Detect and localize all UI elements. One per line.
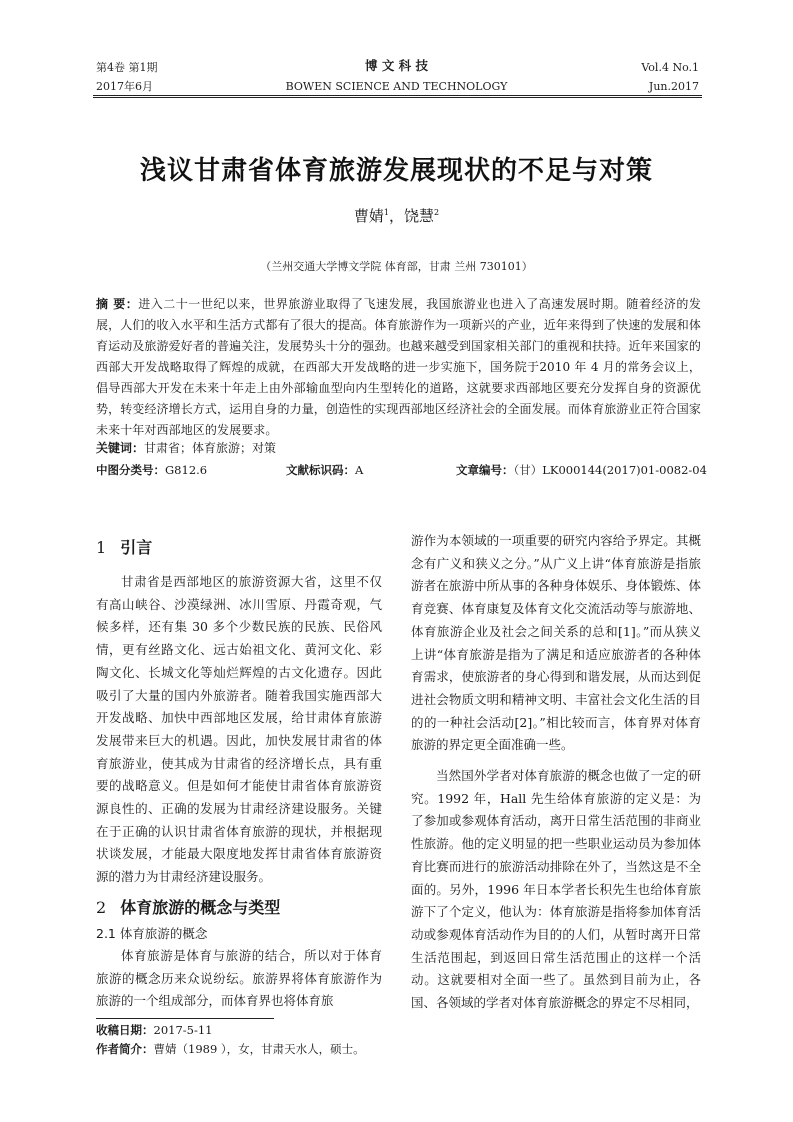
author-line bbox=[0, 205, 793, 226]
keywords-label: 关键词： bbox=[96, 441, 145, 455]
journal-date-english: Jun.2017 bbox=[648, 80, 699, 93]
author-affiliation-mark: 1 bbox=[383, 208, 389, 217]
section-number: 1 bbox=[96, 538, 107, 557]
received-date bbox=[96, 1021, 213, 1039]
abstract-text: 进入二十一世纪以来，世界旅游业取得了飞速发展，我国旅游业也进入了高速发展时期。随着经济的发展，人们的收入水平和生活方式都有了很大的提高。体育旅游作为一项新兴的产业，近年来得到了快速的发展和体育运动及旅游爱好者的普遍关注，发展势头十分的强劲。也越来越受到国家相关部门的重视和扶持。近年来国家的西部大开发战略取得了辉煌的成就，在西部大开发战略的进一步实施下，国务院于2010 年 4 月的常务会议上，倡导西部大开发在未来十年走上由外部输血型向内生型转化的道路，这就要求西部地区要充分发挥自身的资源优势，转变经济增长方式，运用自身的力量，创造性的实现西部地区经济社会的全面发展。而体育旅游业正符合国家未来十年对西部地区的发展要求。 bbox=[96, 297, 702, 437]
section-heading bbox=[96, 537, 382, 559]
author-name: 曹婧 bbox=[353, 207, 384, 225]
section-title: 体育旅游的概念与类型 bbox=[120, 897, 281, 917]
keywords bbox=[96, 440, 276, 456]
keywords-text: 甘肃省；体育旅游；对策 bbox=[144, 441, 277, 455]
affiliation: （兰州交通大学博文学院 体育部，甘肃 兰州 730101） bbox=[260, 260, 533, 273]
author-bio-label: 作者简介： bbox=[96, 1042, 154, 1056]
clc-label: 中图分类号： bbox=[96, 463, 165, 477]
author-name: 饶慧 bbox=[404, 207, 435, 225]
paragraph: 游作为本领域的一项重要的研究内容给予界定。其概念有广义和狭义之分。”从广义上讲“体育旅游是指旅游者在旅游中所从事的各种身体娱乐、身体锻炼、体育竞赛、体育康复及体育文化交流活动等与旅游地、体育旅游企业及社会之间关系的总和[1]。”而从狭义上讲“体育旅游是指为了满足和适应旅游者的各种体育需求，使旅游者的身心得到和谐发展，从而达到促进社会物质文明和精神文明、丰富社会文化生活的目的的一种社会活动[2]。”相比较而言，体育界对体育旅游的界定更全面准确一些。 bbox=[411, 533, 701, 753]
journal-date: 2017年6月 bbox=[96, 80, 153, 93]
document-code bbox=[286, 462, 363, 478]
journal-volume: 第4卷 第1期 bbox=[96, 61, 158, 74]
subsection-heading: 2.1 体育旅游的概念 bbox=[96, 925, 208, 941]
clc-number bbox=[96, 462, 207, 478]
author-separator: ， bbox=[388, 207, 404, 225]
article-number-value: （甘）LK000144(2017)01-0082-04 bbox=[513, 463, 707, 477]
section-title: 引言 bbox=[120, 538, 153, 557]
author-bio-value: 曹婧（1989 ），女，甘肃天水人，硕士。 bbox=[153, 1042, 365, 1056]
clc-value: G812.6 bbox=[165, 463, 208, 477]
received-label: 收稿日期： bbox=[96, 1023, 154, 1037]
document-code-value: A bbox=[355, 463, 364, 477]
paragraph: 体育旅游是体育与旅游的结合，所以对于体育旅游的概念历来众说纷纭。旅游界将体育旅游作为旅游的一个组成部分，而体育界也将体育旅 bbox=[96, 947, 382, 1009]
journal-volume-english: Vol.4 No.1 bbox=[641, 61, 699, 74]
received-value: 2017-5-11 bbox=[153, 1023, 213, 1037]
header-rule-2 bbox=[93, 97, 702, 98]
paragraph: 甘肃省是西部地区的旅游资源大省，这里不仅有高山峡谷、沙漠绿洲、冰川雪原、丹霞奇观，气候多样，还有集 30 多个少数民族的民族、民俗风情，更有丝路文化、远古始祖文化、黄河文化、彩陶文化、长城文化等灿烂辉煌的古文化遗存。因此吸引了大量的国内外旅游者。随着我国实施西部大开发战略、加快中西部地区发展，给甘肃体育旅游发展带来巨大的机遇。因此，加快发展甘肃省的体育旅游业，使其成为甘肃省的经济增长点，具有重要的战略意义。但是如何才能使甘肃省体育旅游资源良性的、正确的发展为甘肃经济建设服务。关键在于正确的认识甘肃省体育旅游的现状，并根据现状谈发展，才能最大限度地发挥甘肃省体育旅游资源的潜力为甘肃经济建设服务。 bbox=[96, 574, 382, 885]
journal-name-english: BOWEN SCIENCE AND TECHNOLOGY bbox=[285, 80, 508, 93]
article-number bbox=[456, 462, 707, 478]
section-number: 2 bbox=[96, 897, 107, 917]
left-column bbox=[96, 537, 382, 1013]
abstract-label: 摘 要： bbox=[96, 297, 139, 311]
header-rule bbox=[93, 95, 702, 96]
article-number-label: 文章编号： bbox=[456, 463, 514, 477]
document-code-label: 文献标识码： bbox=[286, 463, 355, 477]
journal-name: 博 文 科 技 bbox=[364, 58, 429, 73]
footnote-rule bbox=[96, 1018, 274, 1019]
abstract bbox=[96, 294, 701, 441]
section-heading bbox=[96, 897, 382, 919]
author-bio bbox=[96, 1040, 365, 1058]
article-title: 浅议甘肃省体育旅游发展现状的不足与对策 bbox=[139, 156, 653, 186]
paragraph: 当然国外学者对体育旅游的概念也做了一定的研究。1992 年，Hall 先生给体育旅游的定义是：为了参加或参观体育活动，离开日常生活范围的非商业性旅游。他的定义明显的把一些职业运动员为参加体育比赛而进行的旅游活动排除在外了，当然这是不全面的。另外，1996 年日本学者长积先生也给体育旅游下了个定义，他认为：体育旅游是指将参加体育活动或参观体育活动作为目的的人们，从暂时离开日常生活范围起，到返回日常生活范围止的这样一个活动。这就要相对全面一些了。虽然到目前为止，各国、各领域的学者对体育旅游概念的界定不尽相同， bbox=[411, 768, 701, 1011]
right-column bbox=[411, 530, 701, 1015]
author-affiliation-mark: 2 bbox=[434, 208, 440, 217]
